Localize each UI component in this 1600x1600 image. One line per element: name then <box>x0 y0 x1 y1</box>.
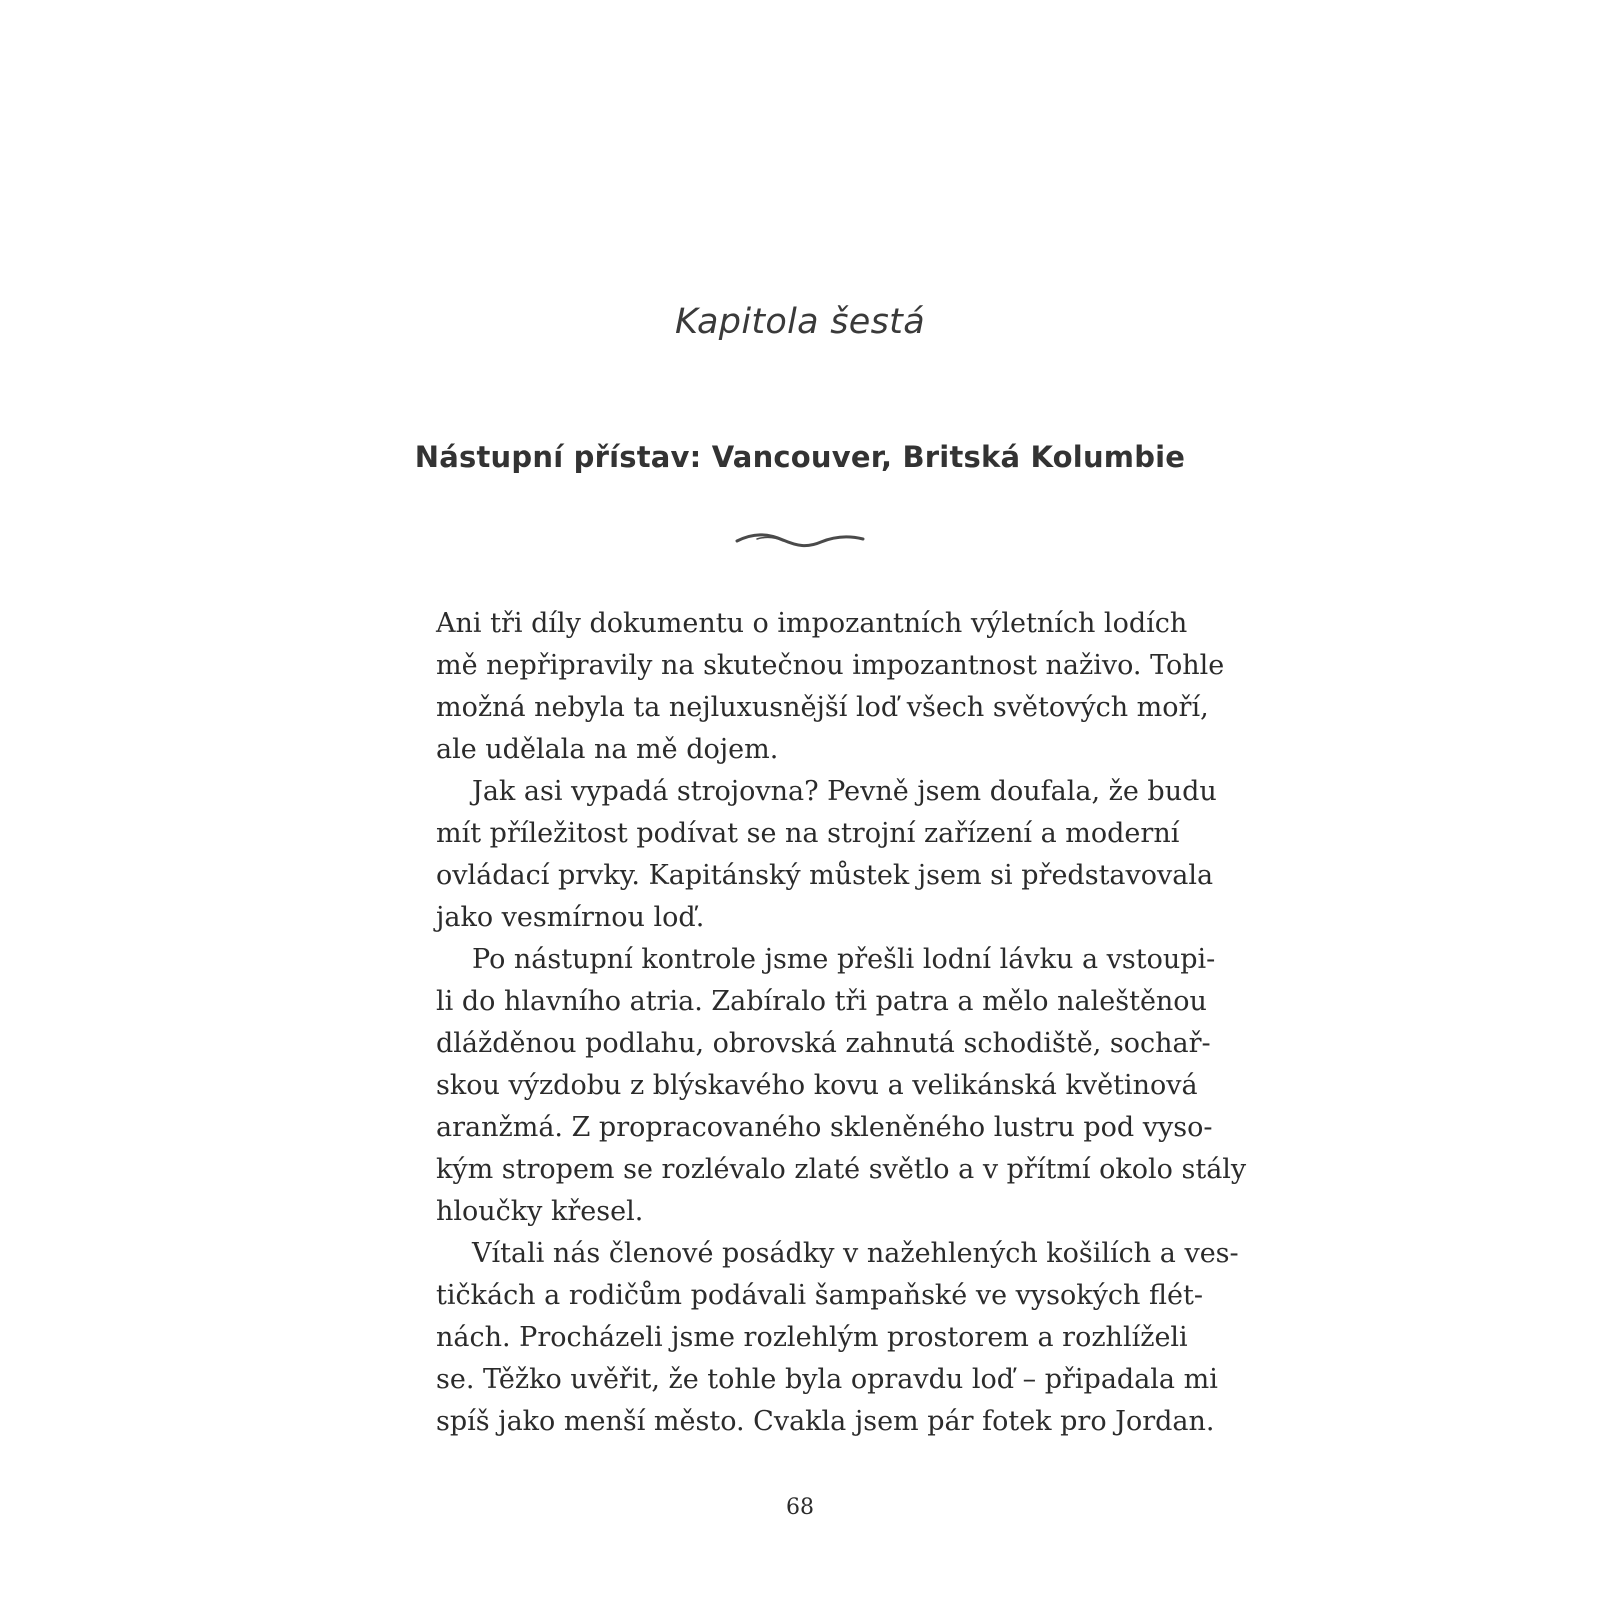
text-line: hloučky křesel. <box>436 1196 644 1227</box>
text-line: Ani tři díly dokumentu o impozantních výletních lodích <box>436 608 1188 639</box>
text-line: Po nástupní kontrole jsme přešli lodní lávku a vstoupi- <box>472 944 1216 975</box>
chapter-title: Kapitola šestá <box>675 302 925 342</box>
text-line: mě nepřipravily na skutečnou impozantnost naživo. Tohle <box>436 650 1225 681</box>
text-line: ovládací prvky. Kapitánský můstek jsem si představovala <box>436 860 1214 891</box>
chapter-subtitle: Nástupní přístav: Vancouver, Britská Kolumbie <box>414 440 1186 474</box>
text-line: dlážděnou podlahu, obrovská zahnutá schodiště, sochař- <box>436 1028 1211 1059</box>
text-line: ale udělala na mě dojem. <box>436 734 779 765</box>
chapter-body <box>436 603 1247 1443</box>
text-line: nách. Procházeli jsme rozlehlým prostorem a rozhlíželi <box>436 1322 1188 1353</box>
text-line: se. Těžko uvěřit, že tohle byla opravdu loď – připadala mi <box>436 1364 1218 1395</box>
text-line: kým stropem se rozlévalo zlaté světlo a v přítmí okolo stály <box>436 1154 1247 1185</box>
page-number: 68 <box>786 1495 814 1520</box>
text-line: jako vesmírnou loď. <box>436 902 705 933</box>
paragraph <box>436 771 1217 939</box>
text-line: možná nebyla ta nejluxusnější loď všech světových moří, <box>436 692 1209 723</box>
text-line: spíš jako menší město. Cvakla jsem pár fotek pro Jordan. <box>436 1406 1215 1437</box>
text-line: Jak asi vypadá strojovna? Pevně jsem doufala, že budu <box>472 776 1217 807</box>
text-line: Vítali nás členové posádky v nažehlených košilích a ves- <box>472 1238 1239 1269</box>
text-line: skou výzdobu z blýskavého kovu a velikánská květinová <box>436 1070 1198 1101</box>
wave-ornament-icon <box>735 527 865 553</box>
text-line: tičkách a rodičům podávali šampaňské ve vysokých flét- <box>436 1280 1203 1311</box>
paragraph <box>436 1233 1239 1443</box>
paragraph <box>436 939 1247 1233</box>
paragraph <box>436 603 1225 771</box>
text-line: aranžmá. Z propracovaného skleněného lustru pod vyso- <box>436 1112 1213 1143</box>
text-line: mít příležitost podívat se na strojní zařízení a moderní <box>436 818 1180 849</box>
text-line: li do hlavního atria. Zabíralo tři patra a mělo naleštěnou <box>436 986 1207 1017</box>
